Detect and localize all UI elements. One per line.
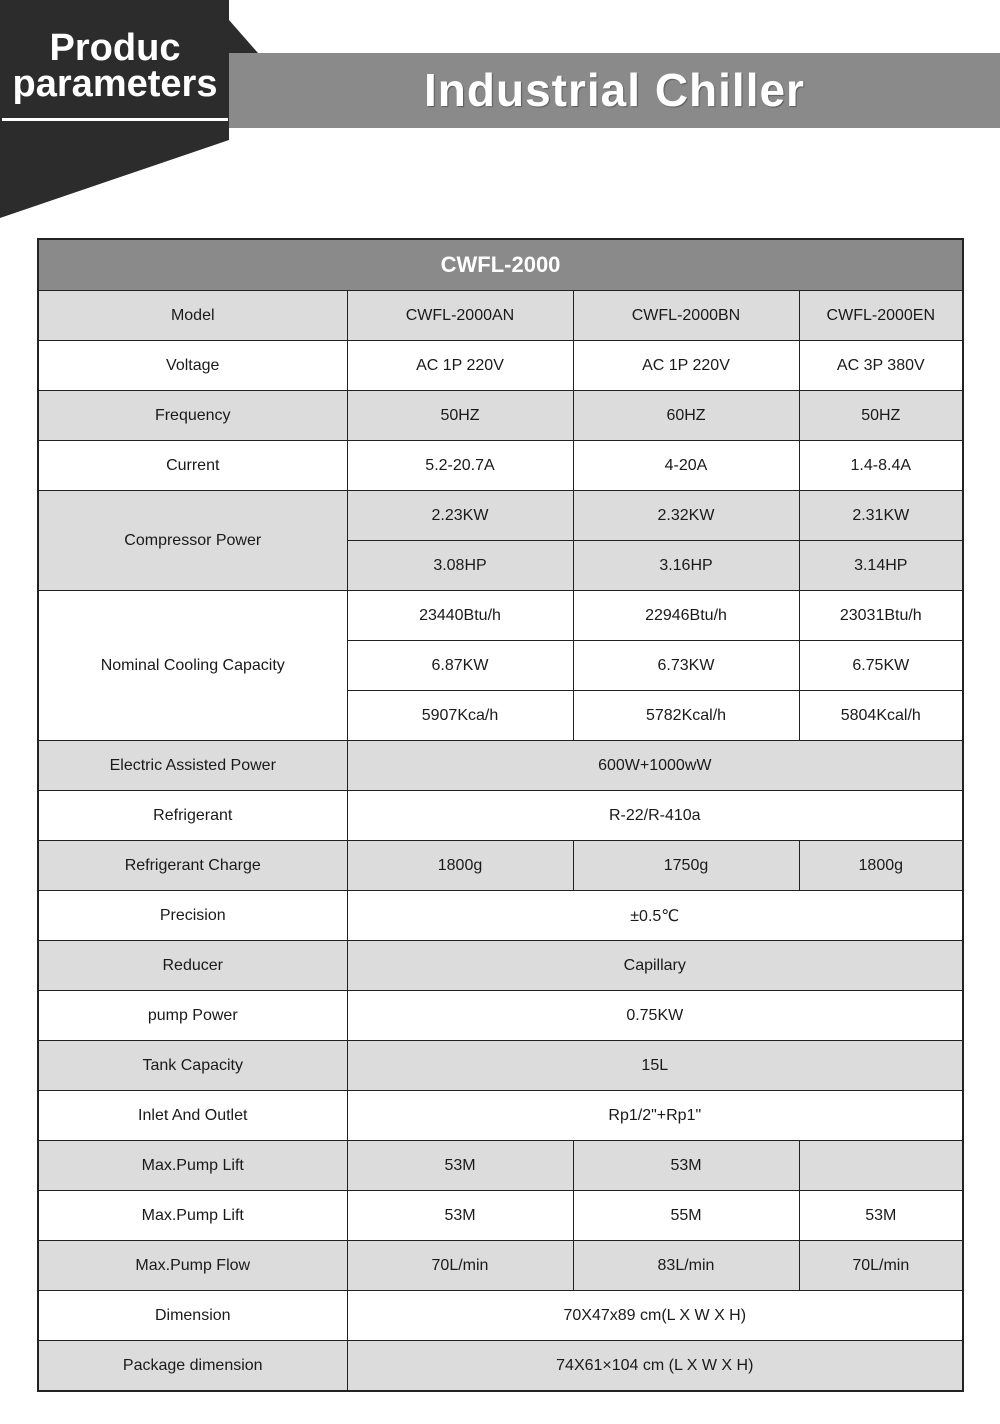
- row-label: Refrigerant: [38, 791, 347, 841]
- row-label: Precision: [38, 891, 347, 941]
- table-cell: 1800g: [347, 841, 573, 891]
- table-cell: 70X47x89 cm(L X W X H): [347, 1291, 963, 1341]
- table-row: [38, 991, 963, 1041]
- row-label: Electric Assisted Power: [38, 741, 347, 791]
- table-cell: Rp1/2"+Rp1": [347, 1091, 963, 1141]
- table-row: [38, 1291, 963, 1341]
- table-cell: 1800g: [799, 841, 963, 891]
- table-cell: 6.75KW: [799, 641, 963, 691]
- row-label: Tank Capacity: [38, 1041, 347, 1091]
- table-cell: 5907Kca/h: [347, 691, 573, 741]
- table-cell: 53M: [573, 1141, 799, 1191]
- table-cell: [799, 1141, 963, 1191]
- table-row: [38, 1191, 963, 1241]
- table-cell: AC 3P 380V: [799, 341, 963, 391]
- table-cell: 53M: [347, 1141, 573, 1191]
- row-label: Reducer: [38, 941, 347, 991]
- table-cell: 1.4-8.4A: [799, 441, 963, 491]
- page-title: Industrial Chiller: [424, 64, 805, 116]
- row-label: Refrigerant Charge: [38, 841, 347, 891]
- table-cell: 0.75KW: [347, 991, 963, 1041]
- table-cell: 70L/min: [799, 1241, 963, 1291]
- table-cell: 23440Btu/h: [347, 591, 573, 641]
- table-cell: 2.23KW: [347, 491, 573, 541]
- row-label: Max.Pump Lift: [38, 1141, 347, 1191]
- table-cell: 6.73KW: [573, 641, 799, 691]
- row-label: Current: [38, 441, 347, 491]
- table-cell: 3.14HP: [799, 541, 963, 591]
- table-cell: 2.32KW: [573, 491, 799, 541]
- cell-model-an: CWFL-2000AN: [347, 291, 573, 341]
- table-row: [38, 741, 963, 791]
- row-label: Nominal Cooling Capacity: [38, 591, 347, 741]
- table-cell: 600W+1000wW: [347, 741, 963, 791]
- table-cell: 2.31KW: [799, 491, 963, 541]
- table-cell: AC 1P 220V: [347, 341, 573, 391]
- table-cell: 70L/min: [347, 1241, 573, 1291]
- row-label: Package dimension: [38, 1341, 347, 1392]
- table-cell: 5804Kcal/h: [799, 691, 963, 741]
- table-cell: 1750g: [573, 841, 799, 891]
- table-cell: 23031Btu/h: [799, 591, 963, 641]
- table-cell: 50HZ: [799, 391, 963, 441]
- table-cell: 6.87KW: [347, 641, 573, 691]
- table-row: [38, 841, 963, 891]
- table-row: [38, 1091, 963, 1141]
- table-cell: Capillary: [347, 941, 963, 991]
- table-row: [38, 791, 963, 841]
- table-row: [38, 1041, 963, 1091]
- table-cell: 15L: [347, 1041, 963, 1091]
- table-row: [38, 1341, 963, 1392]
- row-label: Compressor Power: [38, 491, 347, 591]
- table-row: [38, 441, 963, 491]
- table-cell: ±0.5℃: [347, 891, 963, 941]
- cell-model-bn: CWFL-2000BN: [573, 291, 799, 341]
- row-label: Max.Pump Flow: [38, 1241, 347, 1291]
- row-label: Dimension: [38, 1291, 347, 1341]
- row-label: Max.Pump Lift: [38, 1191, 347, 1241]
- table-cell: 53M: [347, 1191, 573, 1241]
- section-badge: [2, 27, 228, 105]
- table-row: [38, 291, 963, 341]
- table-cell: 55M: [573, 1191, 799, 1241]
- badge-line-1: Produc: [49, 27, 181, 69]
- table-cell: 5.2-20.7A: [347, 441, 573, 491]
- table-cell: 50HZ: [347, 391, 573, 441]
- row-label: Model: [38, 291, 347, 341]
- table-cell: 60HZ: [573, 391, 799, 441]
- table-cell: 3.16HP: [573, 541, 799, 591]
- table-row: [38, 491, 963, 541]
- table-row: [38, 391, 963, 441]
- table-cell: 53M: [799, 1191, 963, 1241]
- row-label: Frequency: [38, 391, 347, 441]
- table-cell: 3.08HP: [347, 541, 573, 591]
- table-cell: 22946Btu/h: [573, 591, 799, 641]
- table-title-row: [38, 239, 963, 291]
- row-label: Inlet And Outlet: [38, 1091, 347, 1141]
- table-title: CWFL-2000: [38, 239, 963, 291]
- row-label: Voltage: [38, 341, 347, 391]
- table-row: [38, 1241, 963, 1291]
- badge-underline: [2, 118, 228, 121]
- page-header: [0, 0, 1000, 220]
- table-row: [38, 941, 963, 991]
- table-cell: 83L/min: [573, 1241, 799, 1291]
- table-cell: 5782Kcal/h: [573, 691, 799, 741]
- table-row: [38, 891, 963, 941]
- row-label: pump Power: [38, 991, 347, 1041]
- table-cell: AC 1P 220V: [573, 341, 799, 391]
- cell-model-en: CWFL-2000EN: [799, 291, 963, 341]
- table-cell: 4-20A: [573, 441, 799, 491]
- table-row: [38, 591, 963, 641]
- table-cell: R-22/R-410a: [347, 791, 963, 841]
- table-row: [38, 341, 963, 391]
- table-cell: 74X61×104 cm (L X W X H): [347, 1341, 963, 1392]
- spec-table: [37, 238, 964, 1392]
- table-row: [38, 1141, 963, 1191]
- badge-line-2: parameters: [12, 63, 218, 105]
